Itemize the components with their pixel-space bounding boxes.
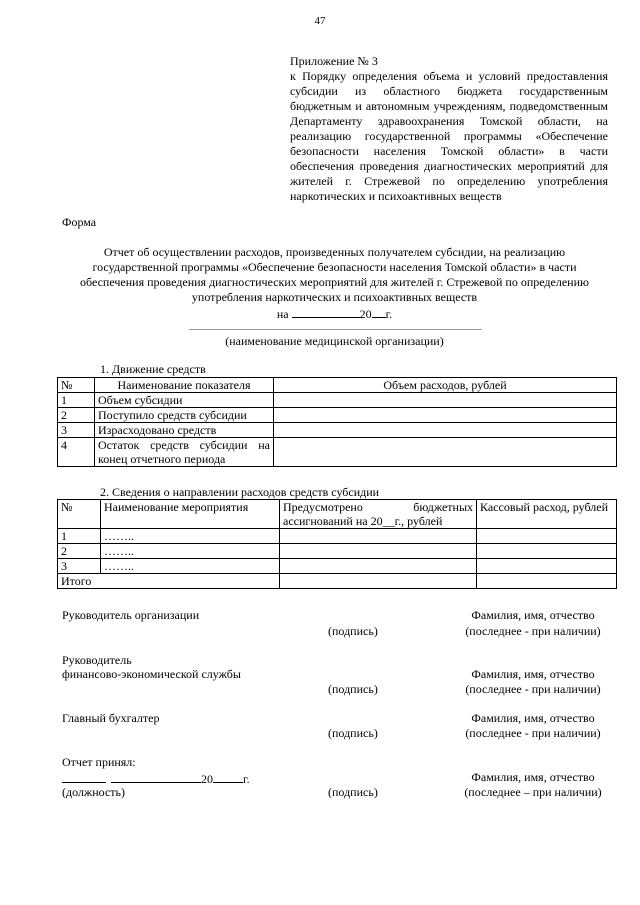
finance-sign-caption: (подпись) (328, 682, 378, 696)
expenses-table (57, 499, 617, 589)
col-header-cash: Кассовый расход, рублей (477, 500, 617, 529)
section1-title: 1. Движение средств (100, 362, 206, 376)
appendix-block (290, 54, 608, 204)
row-value (274, 393, 617, 408)
head-label: Руководитель организации (62, 608, 200, 622)
accountant-name-note: (последнее - при наличии) (465, 726, 601, 740)
position-blank (62, 770, 106, 783)
col-header-amount: Объем расходов, рублей (274, 378, 617, 393)
finance-label-2: финансово-экономической службы (62, 667, 241, 681)
row-num: 2 (58, 408, 95, 423)
appendix-title: Приложение № 3 (290, 54, 378, 68)
table-header-row (58, 378, 617, 393)
date-blank (292, 305, 360, 318)
page-number: 47 (314, 15, 326, 27)
accountant-sign-caption: (подпись) (328, 726, 378, 740)
accepted-suffix: г. (243, 772, 250, 786)
org-caption: (наименование медицинской организации) (225, 334, 444, 348)
total-label: Итого (58, 574, 280, 589)
table-row (58, 423, 617, 438)
table-row (58, 438, 617, 467)
row-value (274, 423, 617, 438)
position-caption: (должность) (62, 785, 125, 799)
section2-title: 2. Сведения о направлении расходов средств субсидии (100, 485, 380, 499)
row-value (274, 408, 617, 423)
row-num: 4 (58, 438, 95, 467)
accepted-name-note: (последнее – при наличии) (464, 785, 602, 799)
report-date-prefix: на (276, 307, 289, 321)
finance-name-note: (последнее - при наличии) (465, 682, 601, 696)
row-name: …….. (101, 529, 280, 544)
table-row (58, 393, 617, 408)
col-header-activity: Наименование мероприятия (101, 500, 280, 529)
row-plan (280, 529, 477, 544)
row-cash (477, 559, 617, 574)
report-date-year: 20 (359, 307, 372, 321)
head-name-caption: Фамилия, имя, отчество (471, 608, 595, 622)
row-plan (280, 559, 477, 574)
finance-label-1: Руководитель (62, 653, 132, 667)
row-plan (280, 544, 477, 559)
accountant-name-caption: Фамилия, имя, отчество (471, 711, 595, 725)
accountant-label: Главный бухгалтер (62, 711, 160, 725)
row-num: 3 (58, 559, 101, 574)
finance-name-caption: Фамилия, имя, отчество (471, 667, 595, 681)
table-total-row (58, 574, 617, 589)
total-cash (477, 574, 617, 589)
report-date-line (62, 305, 607, 322)
row-name: Объем субсидии (95, 393, 274, 408)
table-row (58, 529, 617, 544)
report-title: Отчет об осуществлении расходов, произведенных получателем субсидии, на реализацию государственной программы «Обеспечение безопасности населения Томской области» в части обеспечения проведения диагностических мероприятий для жителей г. Стрежевой по определению употребления наркотических и психоактивных веществ (80, 245, 589, 304)
row-name: Израсходовано средств (95, 423, 274, 438)
appendix-body: к Порядку определения объема и условий предоставления субсидии из областного бюджета государственным бюджетным и автономным учреждениям, подведомственным Департаменту здравоохранения Томской области, на реализацию государственной программы «Обеспечение безопасности населения Томской области» в части обеспечения проведения диагностических мероприятий для жителей г. Стрежевой по определению употребления наркотических и психоактивных веществ (290, 69, 608, 203)
accepted-name-caption: Фамилия, имя, отчество (471, 770, 595, 784)
org-name-line (189, 329, 482, 330)
table-row (58, 559, 617, 574)
accepted-year: 20 (201, 772, 213, 786)
row-num: 1 (58, 393, 95, 408)
row-name: Остаток средств субсидии на конец отчетного периода (95, 438, 274, 467)
row-cash (477, 544, 617, 559)
table-row (58, 544, 617, 559)
year-blank (213, 770, 243, 783)
col-header-num: № (58, 378, 95, 393)
row-value (274, 438, 617, 467)
name-blank (111, 770, 201, 783)
total-plan (280, 574, 477, 589)
report-date-suffix: г. (385, 307, 393, 321)
col-header-num: № (58, 500, 101, 529)
col-header-indicator: Наименование показателя (95, 378, 274, 393)
row-num: 2 (58, 544, 101, 559)
head-sign-caption: (подпись) (328, 624, 378, 638)
table-row (58, 408, 617, 423)
accepted-label: Отчет принял: (62, 755, 136, 769)
row-num: 3 (58, 423, 95, 438)
col-header-planned: Предусмотрено бюджетных ассигнований на 20__г., рублей (280, 500, 477, 529)
table-header-row (58, 500, 617, 529)
head-name-note: (последнее - при наличии) (465, 624, 601, 638)
row-num: 1 (58, 529, 101, 544)
row-name: Поступило средств субсидии (95, 408, 274, 423)
funds-movement-table (57, 377, 617, 467)
form-label: Форма (62, 215, 97, 229)
year-blank (372, 305, 386, 318)
row-name: …….. (101, 559, 280, 574)
accepted-sign-caption: (подпись) (328, 785, 378, 799)
row-cash (477, 529, 617, 544)
row-name: …….. (101, 544, 280, 559)
